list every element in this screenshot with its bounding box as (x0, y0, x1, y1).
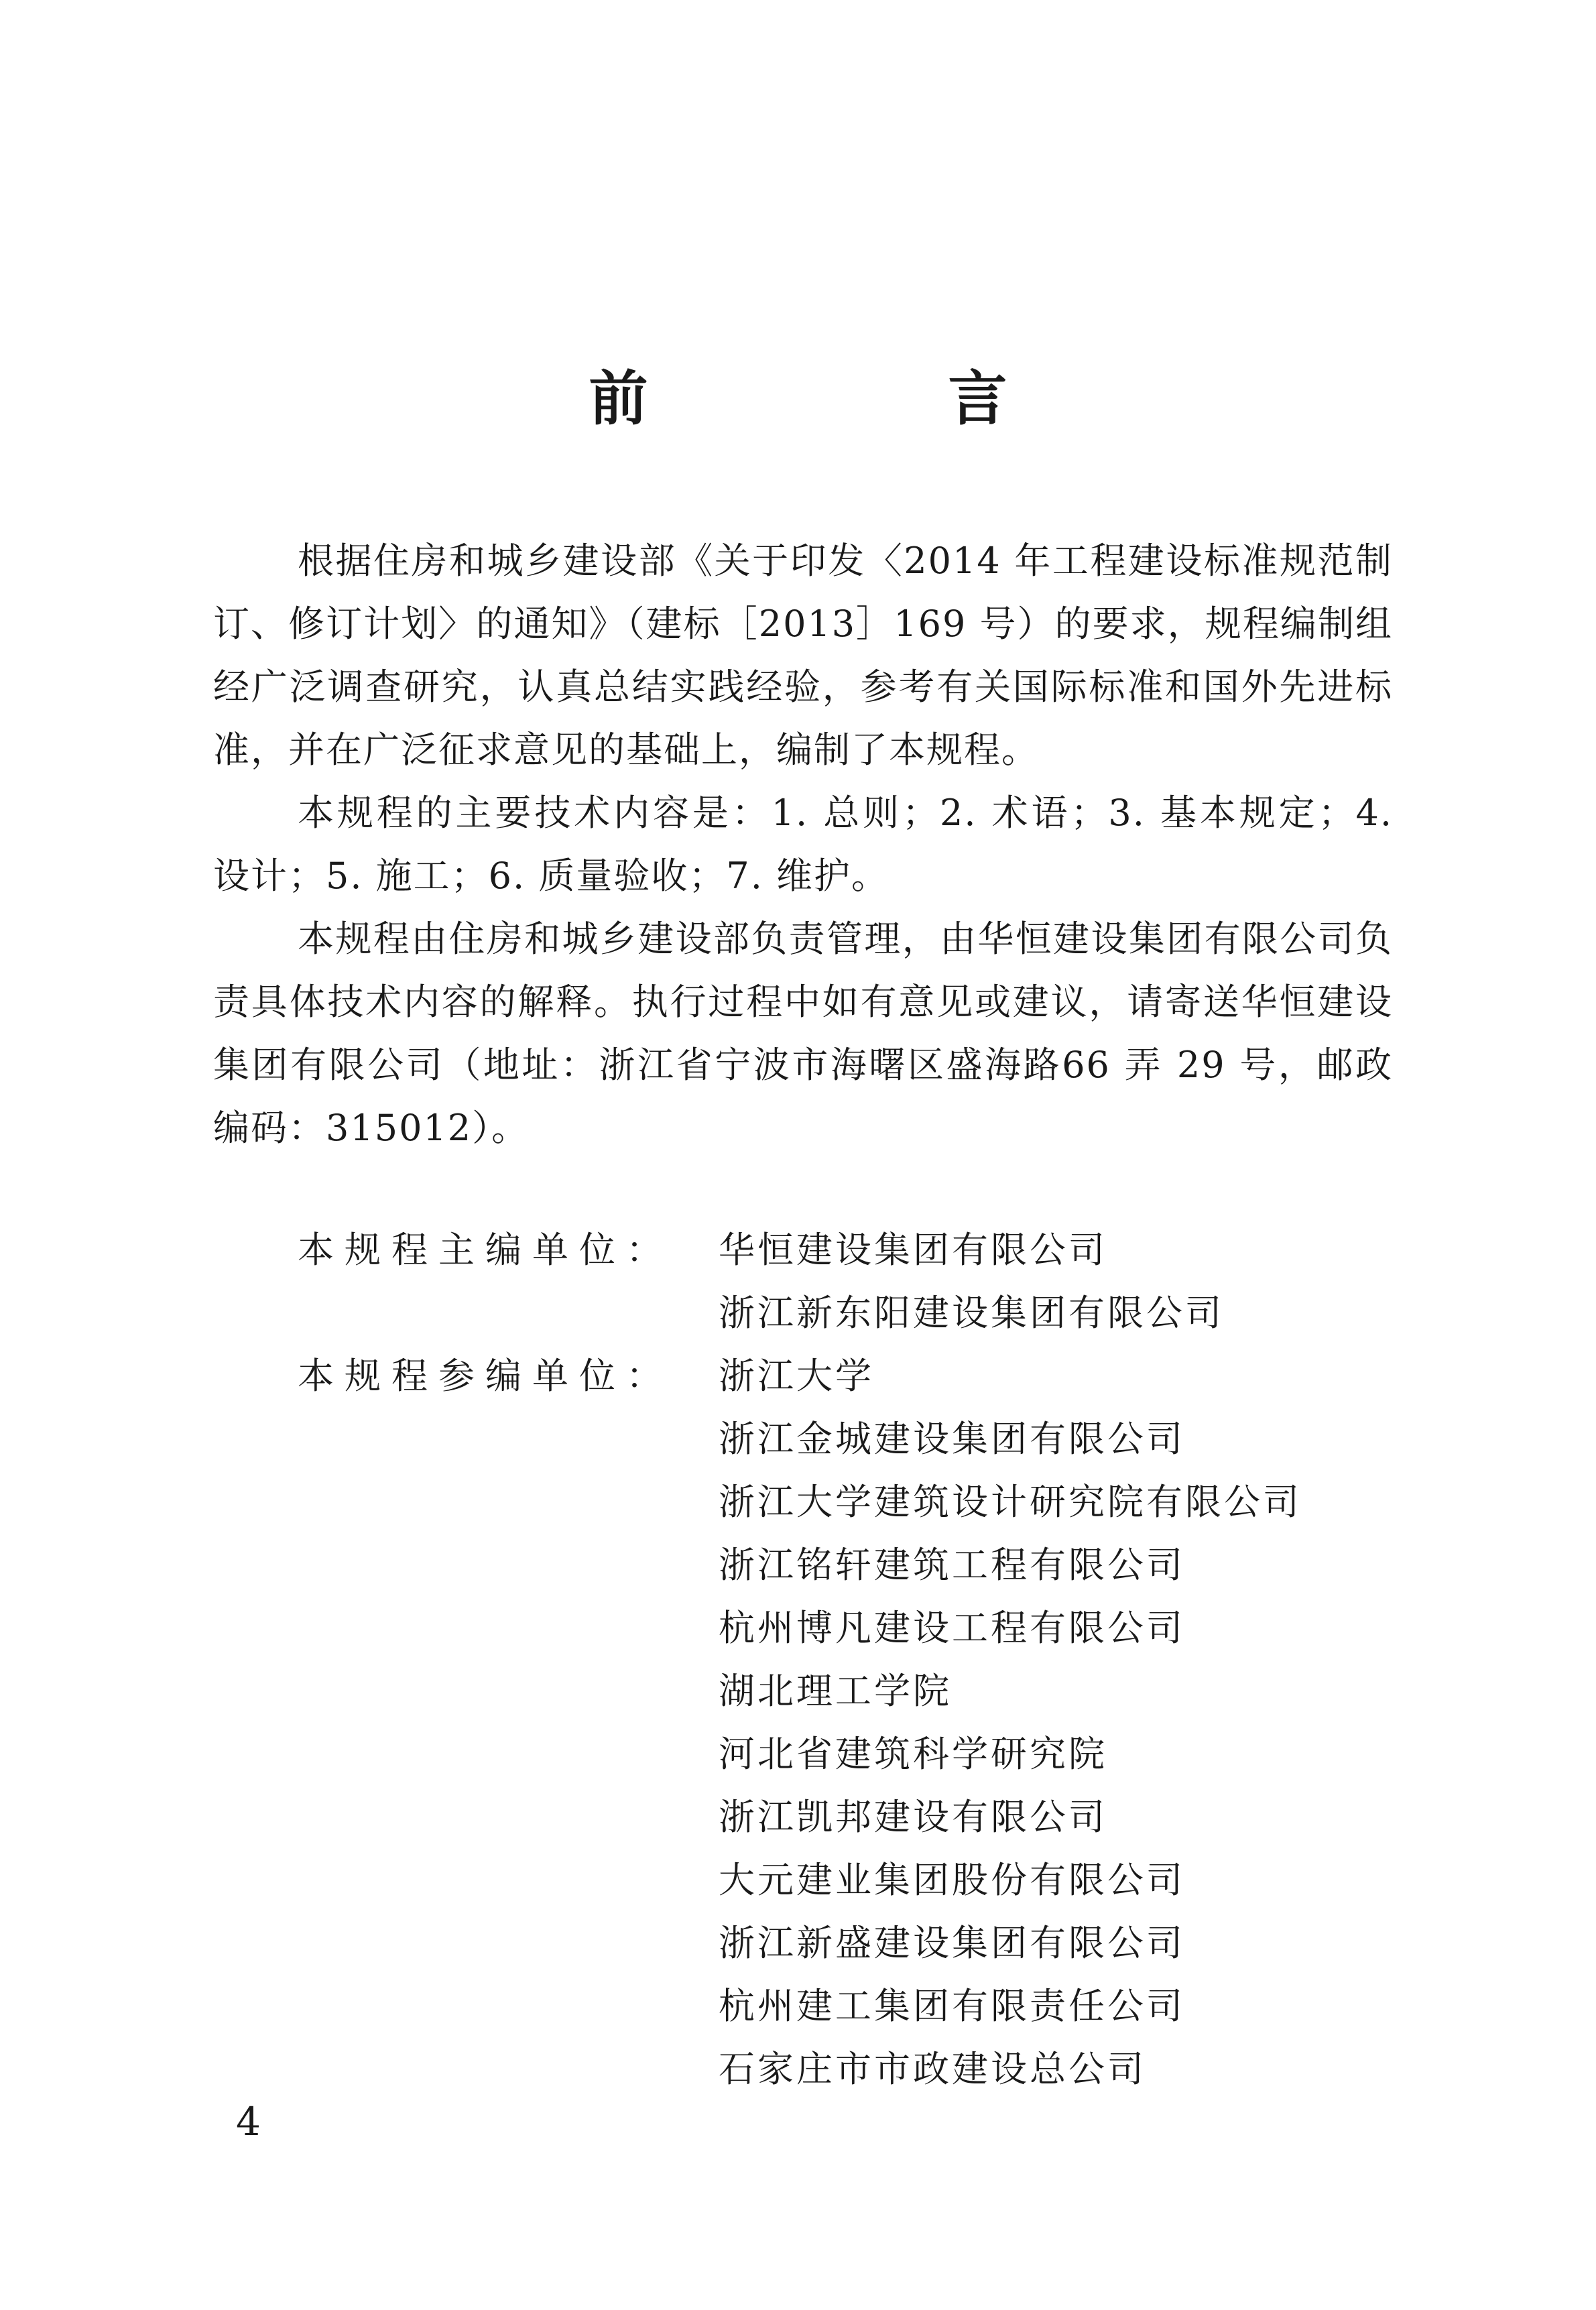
paragraph-contents: 本规程的主要技术内容是：1. 总则；2. 术语；3. 基本规定；4. 设计；5. 施工；6. 质量验收；7. 维护。 (213, 792, 1393, 897)
list-item: 浙江凯邦建设有限公司 (719, 1796, 1107, 1838)
list-item: 大元建业集团股份有限公司 (719, 1859, 1185, 1901)
paragraph-basis: 根据住房和城乡建设部《关于印发〈2014 年工程建设标准规范制订、修订计划〉的通知》（建标［2013］169 号）的要求，规程编制组经广泛调查研究，认真总结实践经验，参考有关国际标准和国外先进标准，并在广泛征求意见的基础上，编制了本规程。 (213, 540, 1393, 771)
participating-units-list (719, 1345, 1302, 2101)
chief-units-label: 本规程主编单位： (298, 1229, 673, 1271)
preface-body (213, 530, 1393, 1160)
list-item: 湖北理工学院 (719, 1670, 952, 1712)
list-item: 浙江大学 (719, 1355, 874, 1397)
chief-units-row (298, 1219, 1302, 1345)
chief-units-list (719, 1219, 1224, 1345)
list-item: 华恒建设集团有限公司 (719, 1229, 1107, 1271)
editing-units (298, 1219, 1302, 2101)
list-item: 杭州博凡建设工程有限公司 (719, 1607, 1185, 1649)
page-number: 4 (236, 2099, 261, 2144)
list-item: 河北省建筑科学研究院 (719, 1733, 1107, 1775)
list-item: 浙江铭轩建筑工程有限公司 (719, 1544, 1185, 1586)
list-item: 石家庄市市政建设总公司 (719, 2048, 1146, 2090)
paragraph-management: 本规程由住房和城乡建设部负责管理，由华恒建设集团有限公司负责具体技术内容的解释。执行过程中如有意见或建议，请寄送华恒建设集团有限公司（地址：浙江省宁波市海曙区盛海路66 弄 29 号，邮政编码：315012）。 (213, 918, 1393, 1149)
list-item: 浙江新盛建设集团有限公司 (719, 1922, 1185, 1964)
page-title: 前 言 (589, 364, 1128, 433)
participating-units-row (298, 1345, 1302, 2101)
list-item: 杭州建工集团有限责任公司 (719, 1985, 1185, 2027)
list-item: 浙江新东阳建设集团有限公司 (719, 1292, 1224, 1334)
participating-units-label: 本规程参编单位： (298, 1355, 673, 1397)
list-item: 浙江大学建筑设计研究院有限公司 (719, 1481, 1302, 1523)
list-item: 浙江金城建设集团有限公司 (719, 1418, 1185, 1460)
